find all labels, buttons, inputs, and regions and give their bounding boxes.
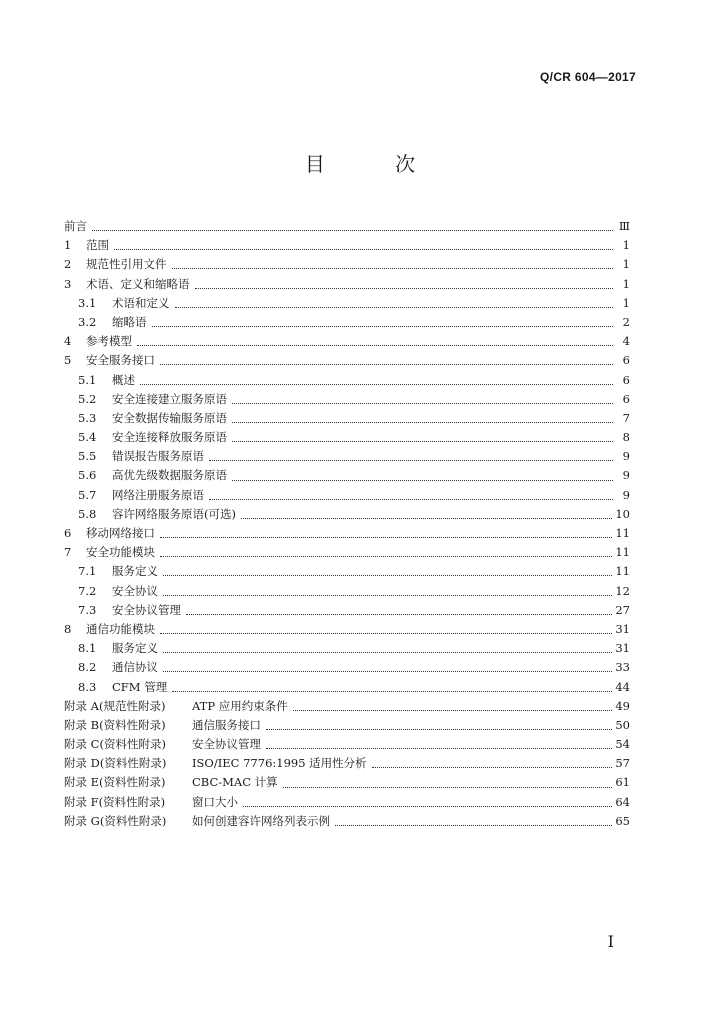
toc-entry-page: 4 bbox=[622, 334, 630, 349]
toc-entry-number: 8.3 bbox=[78, 679, 97, 694]
toc-entry[interactable] bbox=[64, 793, 630, 812]
toc-entry-title: 窗口大小 bbox=[192, 794, 238, 809]
toc-entry-page: 11 bbox=[615, 564, 630, 579]
toc-leader-dots bbox=[266, 729, 612, 730]
toc-entry-page: 6 bbox=[622, 353, 630, 368]
toc-entry-number: 5.1 bbox=[78, 372, 97, 387]
toc-entry-number: 3.1 bbox=[78, 295, 97, 310]
table-of-contents bbox=[64, 217, 630, 831]
toc-entry-page: 12 bbox=[615, 583, 630, 598]
toc-entry[interactable] bbox=[64, 678, 630, 697]
toc-entry-page: 9 bbox=[622, 487, 630, 502]
toc-entry-title: 错误报告服务原语 bbox=[112, 449, 204, 464]
toc-leader-dots bbox=[186, 614, 612, 615]
toc-entry[interactable] bbox=[64, 294, 630, 313]
toc-entry[interactable] bbox=[64, 735, 630, 754]
toc-entry-page: 6 bbox=[622, 391, 630, 406]
document-code: Q/CR 604—2017 bbox=[540, 70, 636, 84]
toc-entry-title: 安全协议管理 bbox=[192, 737, 261, 752]
toc-entry-number: 附录 B(资料性附录) bbox=[64, 717, 166, 732]
toc-entry-number: 6 bbox=[64, 526, 72, 540]
toc-entry-page: 27 bbox=[615, 602, 630, 617]
toc-entry[interactable] bbox=[64, 217, 630, 236]
toc-entry-title: 通信协议 bbox=[112, 660, 158, 675]
toc-entry-page: 50 bbox=[615, 717, 630, 732]
toc-entry[interactable] bbox=[64, 351, 630, 370]
toc-entry-number: 5.8 bbox=[78, 506, 97, 521]
toc-entry[interactable] bbox=[64, 390, 630, 409]
toc-entry-page: 57 bbox=[615, 756, 630, 771]
toc-entry[interactable] bbox=[64, 716, 630, 735]
toc-entry-title: ISO/IEC 7776:1995 适用性分析 bbox=[192, 756, 367, 771]
toc-entry-page: 9 bbox=[622, 468, 630, 483]
toc-entry-title: 如何创建容许网络列表示例 bbox=[192, 813, 330, 828]
toc-entry-title: 服务定义 bbox=[112, 641, 158, 656]
toc-entry[interactable] bbox=[64, 505, 630, 524]
toc-leader-dots bbox=[372, 767, 613, 768]
toc-leader-dots bbox=[241, 518, 612, 519]
toc-entry-title: 规范性引用文件 bbox=[86, 257, 167, 272]
toc-entry-number: 5.4 bbox=[78, 430, 97, 445]
toc-leader-dots bbox=[152, 326, 614, 327]
toc-entry-title: 概述 bbox=[112, 372, 135, 387]
toc-entry[interactable] bbox=[64, 582, 630, 601]
toc-entry-number: 8.2 bbox=[78, 660, 97, 675]
toc-entry-number: 5.5 bbox=[78, 449, 97, 464]
toc-entry-page: 33 bbox=[615, 660, 630, 675]
toc-leader-dots bbox=[232, 441, 613, 442]
toc-leader-dots bbox=[209, 499, 613, 500]
toc-entry-number: 8 bbox=[64, 621, 72, 636]
toc-entry-number: 附录 D(资料性附录) bbox=[64, 756, 167, 771]
toc-entry-title: ATP 应用约束条件 bbox=[192, 698, 288, 713]
toc-entry-title: 高优先级数据服务原语 bbox=[112, 468, 227, 483]
toc-entry-title: 安全功能模块 bbox=[86, 545, 155, 560]
toc-leader-dots bbox=[232, 403, 613, 404]
toc-leader-dots bbox=[293, 710, 613, 711]
toc-entry-title: 安全连接释放服务原语 bbox=[112, 430, 227, 445]
toc-entry-title: 移动网络接口 bbox=[86, 526, 155, 540]
toc-entry-number: 2 bbox=[64, 257, 72, 272]
toc-entry[interactable] bbox=[64, 447, 630, 466]
toc-entry-number: 4 bbox=[64, 334, 72, 349]
toc-entry[interactable] bbox=[64, 543, 630, 562]
toc-entry-page: Ⅲ bbox=[618, 219, 630, 233]
toc-entry-number: 7.2 bbox=[78, 583, 97, 598]
toc-entry-title: 前言 bbox=[64, 219, 87, 233]
toc-leader-dots bbox=[163, 575, 612, 576]
toc-entry-title: 通信服务接口 bbox=[192, 717, 261, 732]
toc-entry-page: 65 bbox=[615, 813, 630, 828]
toc-entry-page: 1 bbox=[622, 257, 630, 272]
toc-entry[interactable] bbox=[64, 409, 630, 428]
toc-entry-page: 7 bbox=[622, 410, 630, 425]
toc-entry-number: 3.2 bbox=[78, 314, 97, 329]
toc-entry-page: 8 bbox=[622, 430, 630, 445]
toc-entry-number: 附录 E(资料性附录) bbox=[64, 775, 166, 790]
toc-leader-dots bbox=[195, 288, 614, 289]
toc-entry-number: 附录 G(资料性附录) bbox=[64, 813, 167, 828]
toc-leader-dots bbox=[160, 364, 613, 365]
toc-entry-page: 11 bbox=[615, 545, 630, 560]
toc-entry-number: 1 bbox=[64, 238, 72, 253]
toc-entry-page: 61 bbox=[615, 775, 630, 790]
toc-entry-number: 3 bbox=[64, 276, 72, 291]
toc-entry-page: 1 bbox=[622, 238, 630, 253]
toc-entry[interactable] bbox=[64, 697, 630, 716]
toc-entry[interactable] bbox=[64, 658, 630, 677]
toc-leader-dots bbox=[172, 691, 612, 692]
toc-entry-number: 5 bbox=[64, 353, 72, 368]
toc-leader-dots bbox=[92, 230, 613, 231]
toc-entry[interactable] bbox=[64, 754, 630, 773]
page-number: I bbox=[607, 932, 614, 951]
toc-entry-page: 2 bbox=[622, 314, 630, 329]
toc-entry-number: 5.6 bbox=[78, 468, 97, 483]
toc-entry-number: 5.3 bbox=[78, 410, 97, 425]
toc-entry-title: 网络注册服务原语 bbox=[112, 487, 204, 502]
toc-entry-title: 范围 bbox=[86, 238, 109, 253]
toc-entry-title: 缩略语 bbox=[112, 314, 147, 329]
toc-entry[interactable] bbox=[64, 639, 630, 658]
toc-entry-page: 10 bbox=[615, 506, 630, 521]
toc-entry[interactable] bbox=[64, 773, 630, 792]
toc-entry[interactable] bbox=[64, 620, 630, 639]
toc-entry-number: 5.7 bbox=[78, 487, 97, 502]
toc-entry-number: 7.1 bbox=[78, 564, 97, 579]
toc-leader-dots bbox=[175, 307, 614, 308]
toc-entry-page: 31 bbox=[615, 621, 630, 636]
toc-entry-page: 54 bbox=[615, 737, 630, 752]
toc-entry-page: 9 bbox=[622, 449, 630, 464]
toc-entry-page: 44 bbox=[615, 679, 630, 694]
toc-entry[interactable] bbox=[64, 275, 630, 294]
toc-leader-dots bbox=[160, 537, 612, 538]
toc-leader-dots bbox=[266, 748, 612, 749]
toc-entry-number: 附录 C(资料性附录) bbox=[64, 737, 166, 752]
toc-leader-dots bbox=[163, 671, 612, 672]
toc-entry[interactable] bbox=[64, 524, 630, 543]
toc-entry-page: 31 bbox=[615, 641, 630, 656]
toc-entry-title: CFM 管理 bbox=[112, 679, 168, 694]
toc-entry-number: 5.2 bbox=[78, 391, 97, 406]
toc-entry[interactable] bbox=[64, 332, 630, 351]
toc-entry[interactable] bbox=[64, 601, 630, 620]
toc-entry[interactable] bbox=[64, 428, 630, 447]
toc-entry[interactable] bbox=[64, 486, 630, 505]
toc-entry-title: 安全协议管理 bbox=[112, 602, 181, 617]
toc-entry-page: 49 bbox=[615, 698, 630, 713]
toc-leader-dots bbox=[160, 556, 612, 557]
toc-leader-dots bbox=[232, 422, 613, 423]
toc-leader-dots bbox=[140, 384, 613, 385]
toc-leader-dots bbox=[163, 595, 612, 596]
toc-entry-title: 术语和定义 bbox=[112, 295, 170, 310]
toc-entry[interactable] bbox=[64, 313, 630, 332]
toc-entry-title: CBC-MAC 计算 bbox=[192, 775, 278, 790]
toc-leader-dots bbox=[137, 345, 613, 346]
toc-entry-page: 1 bbox=[622, 295, 630, 310]
toc-entry-number: 附录 A(规范性附录) bbox=[64, 698, 166, 713]
toc-entry[interactable] bbox=[64, 371, 630, 390]
toc-entry-title: 服务定义 bbox=[112, 564, 158, 579]
toc-leader-dots bbox=[163, 652, 612, 653]
toc-entry[interactable] bbox=[64, 562, 630, 581]
toc-leader-dots bbox=[172, 268, 614, 269]
toc-entry-title: 安全数据传输服务原语 bbox=[112, 410, 227, 425]
toc-entry-title: 安全服务接口 bbox=[86, 353, 155, 368]
toc-entry[interactable] bbox=[64, 812, 630, 831]
toc-entry-title: 容许网络服务原语(可选) bbox=[112, 506, 236, 521]
toc-leader-dots bbox=[232, 480, 613, 481]
toc-entry-number: 8.1 bbox=[78, 641, 97, 656]
toc-entry-title: 参考模型 bbox=[86, 334, 132, 349]
toc-entry-title: 安全协议 bbox=[112, 583, 158, 598]
toc-entry-page: 11 bbox=[615, 526, 630, 540]
toc-entry-page: 1 bbox=[622, 276, 630, 291]
toc-entry-page: 6 bbox=[622, 372, 630, 387]
toc-entry[interactable] bbox=[64, 255, 630, 274]
toc-leader-dots bbox=[335, 825, 612, 826]
toc-leader-dots bbox=[209, 460, 613, 461]
toc-entry[interactable] bbox=[64, 466, 630, 485]
toc-entry-title: 安全连接建立服务原语 bbox=[112, 391, 227, 406]
toc-entry-number: 附录 F(资料性附录) bbox=[64, 794, 166, 809]
toc-entry-number: 7.3 bbox=[78, 602, 97, 617]
toc-entry-title: 术语、定义和缩略语 bbox=[86, 276, 190, 291]
toc-leader-dots bbox=[114, 249, 613, 250]
page-title: 目 次 bbox=[304, 152, 448, 176]
toc-entry[interactable] bbox=[64, 236, 630, 255]
toc-entry-page: 64 bbox=[615, 794, 630, 809]
toc-leader-dots bbox=[283, 787, 613, 788]
toc-leader-dots bbox=[243, 806, 612, 807]
toc-leader-dots bbox=[160, 633, 612, 634]
toc-entry-title: 通信功能模块 bbox=[86, 621, 155, 636]
toc-entry-number: 7 bbox=[64, 545, 72, 560]
